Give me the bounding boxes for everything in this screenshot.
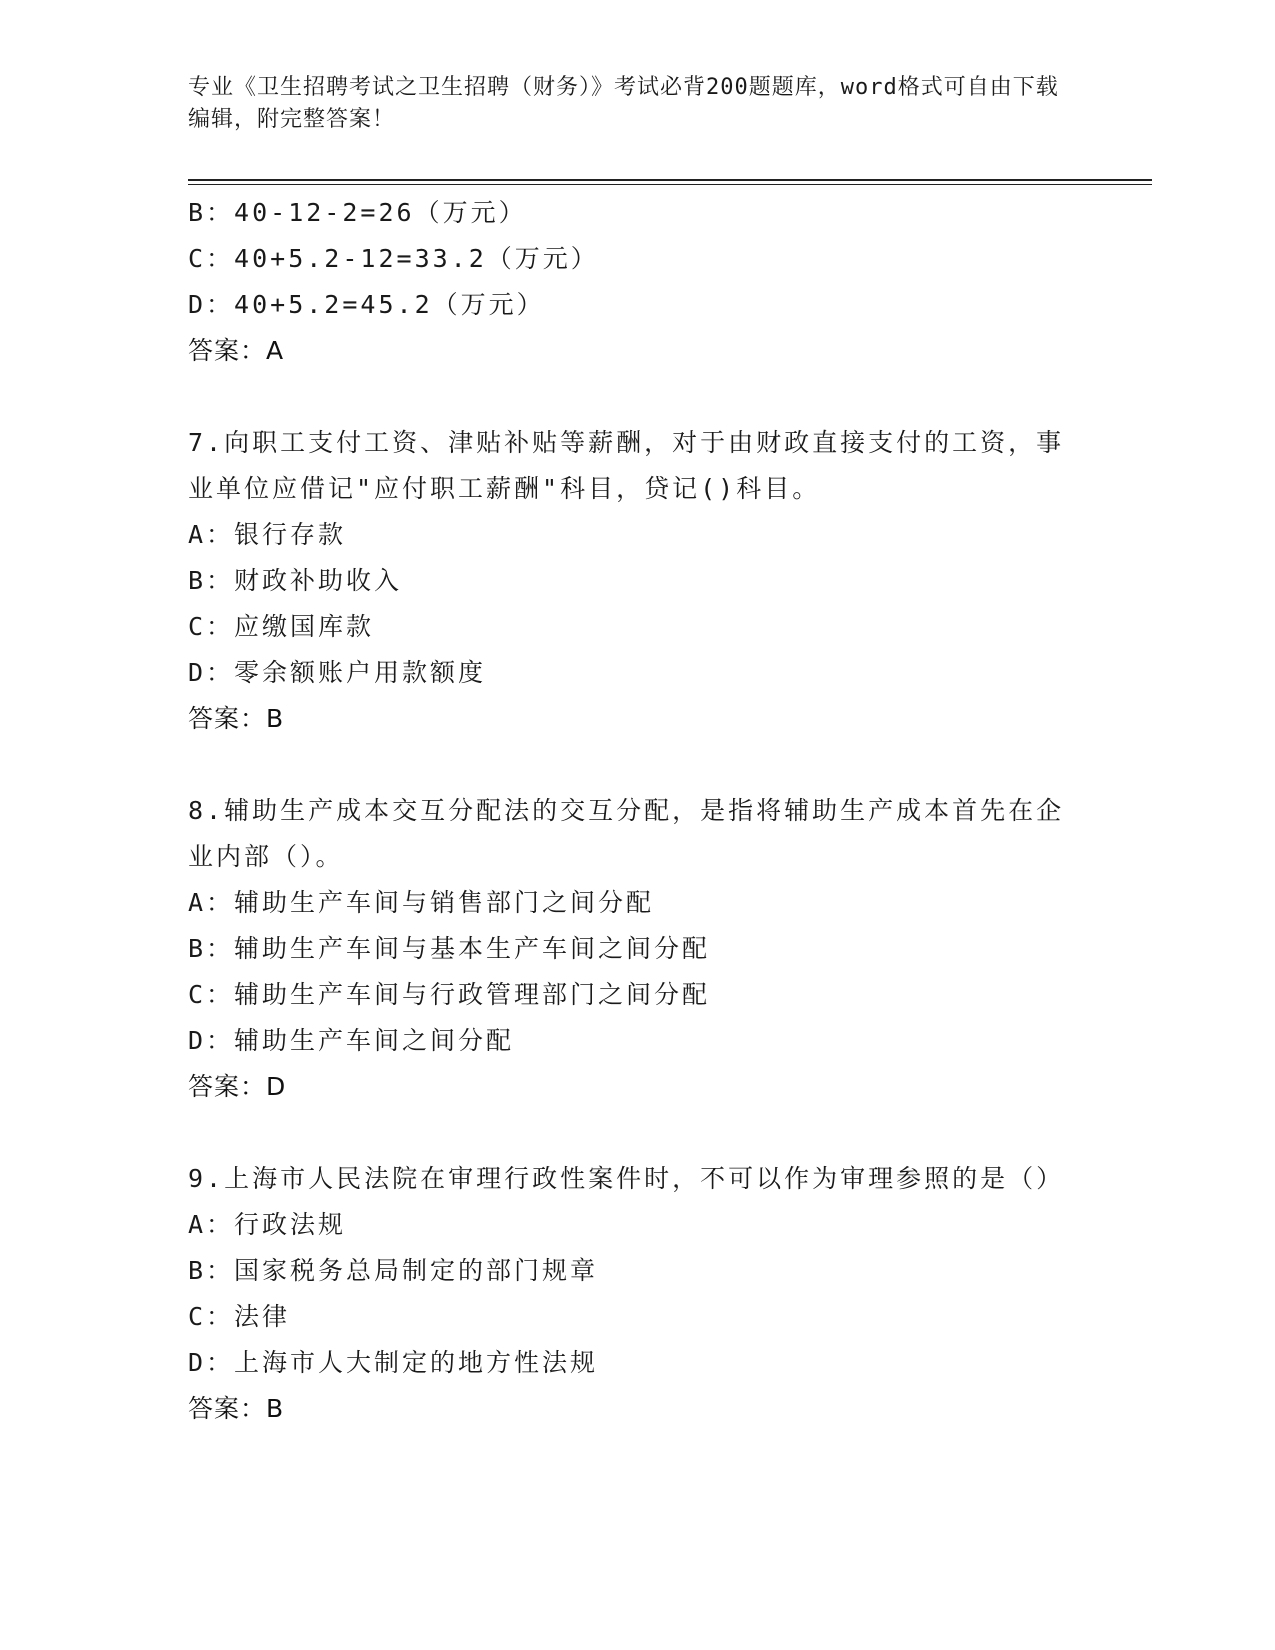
question-text: 9.上海市人民法院在审理行政性案件时，不可以作为审理参照的是（）	[188, 1164, 1065, 1193]
answer-line: 答案：A	[188, 336, 285, 365]
option-b: B：40-12-2=26（万元）	[188, 198, 527, 227]
option-a: A：银行存款	[188, 520, 347, 549]
option-a: A：辅助生产车间与销售部门之间分配	[188, 888, 655, 917]
option-d: D：上海市人大制定的地方性法规	[188, 1348, 599, 1377]
option-c: C：法律	[188, 1302, 291, 1331]
spacer	[188, 1110, 1088, 1156]
option-b: B：国家税务总局制定的部门规章	[188, 1256, 599, 1285]
option-a: A：行政法规	[188, 1210, 347, 1239]
option-c: C：辅助生产车间与行政管理部门之间分配	[188, 980, 711, 1009]
option-c: C：应缴国库款	[188, 612, 375, 641]
answer-line: 答案：D	[188, 1072, 287, 1101]
question-text: 7.向职工支付工资、津贴补贴等薪酬，对于由财政直接支付的工资，事业单位应借记"应付职工薪酬"科目，贷记()科目。	[188, 428, 1065, 503]
question-9	[188, 1156, 1088, 1432]
spacer	[188, 374, 1088, 420]
header-divider-bottom	[188, 184, 1152, 185]
option-d: D：辅助生产车间之间分配	[188, 1026, 515, 1055]
previous-question-tail	[188, 190, 1088, 374]
option-d: D：零余额账户用款额度	[188, 658, 487, 687]
spacer	[188, 742, 1088, 788]
header-divider-top	[188, 179, 1152, 181]
question-7	[188, 420, 1088, 742]
option-b: B：财政补助收入	[188, 566, 403, 595]
answer-line: 答案：B	[188, 704, 285, 733]
option-b: B：辅助生产车间与基本生产车间之间分配	[188, 934, 711, 963]
question-8	[188, 788, 1088, 1110]
answer-line: 答案：B	[188, 1394, 285, 1423]
question-list	[188, 190, 1088, 1432]
document-header: 专业《卫生招聘考试之卫生招聘（财务）》考试必背200题题库，word格式可自由下载编辑，附完整答案！	[188, 75, 1059, 132]
option-d: D：40+5.2=45.2（万元）	[188, 290, 545, 319]
question-text: 8.辅助生产成本交互分配法的交互分配，是指将辅助生产成本首先在企业内部（）。	[188, 796, 1065, 871]
option-c: C：40+5.2-12=33.2（万元）	[188, 244, 599, 273]
